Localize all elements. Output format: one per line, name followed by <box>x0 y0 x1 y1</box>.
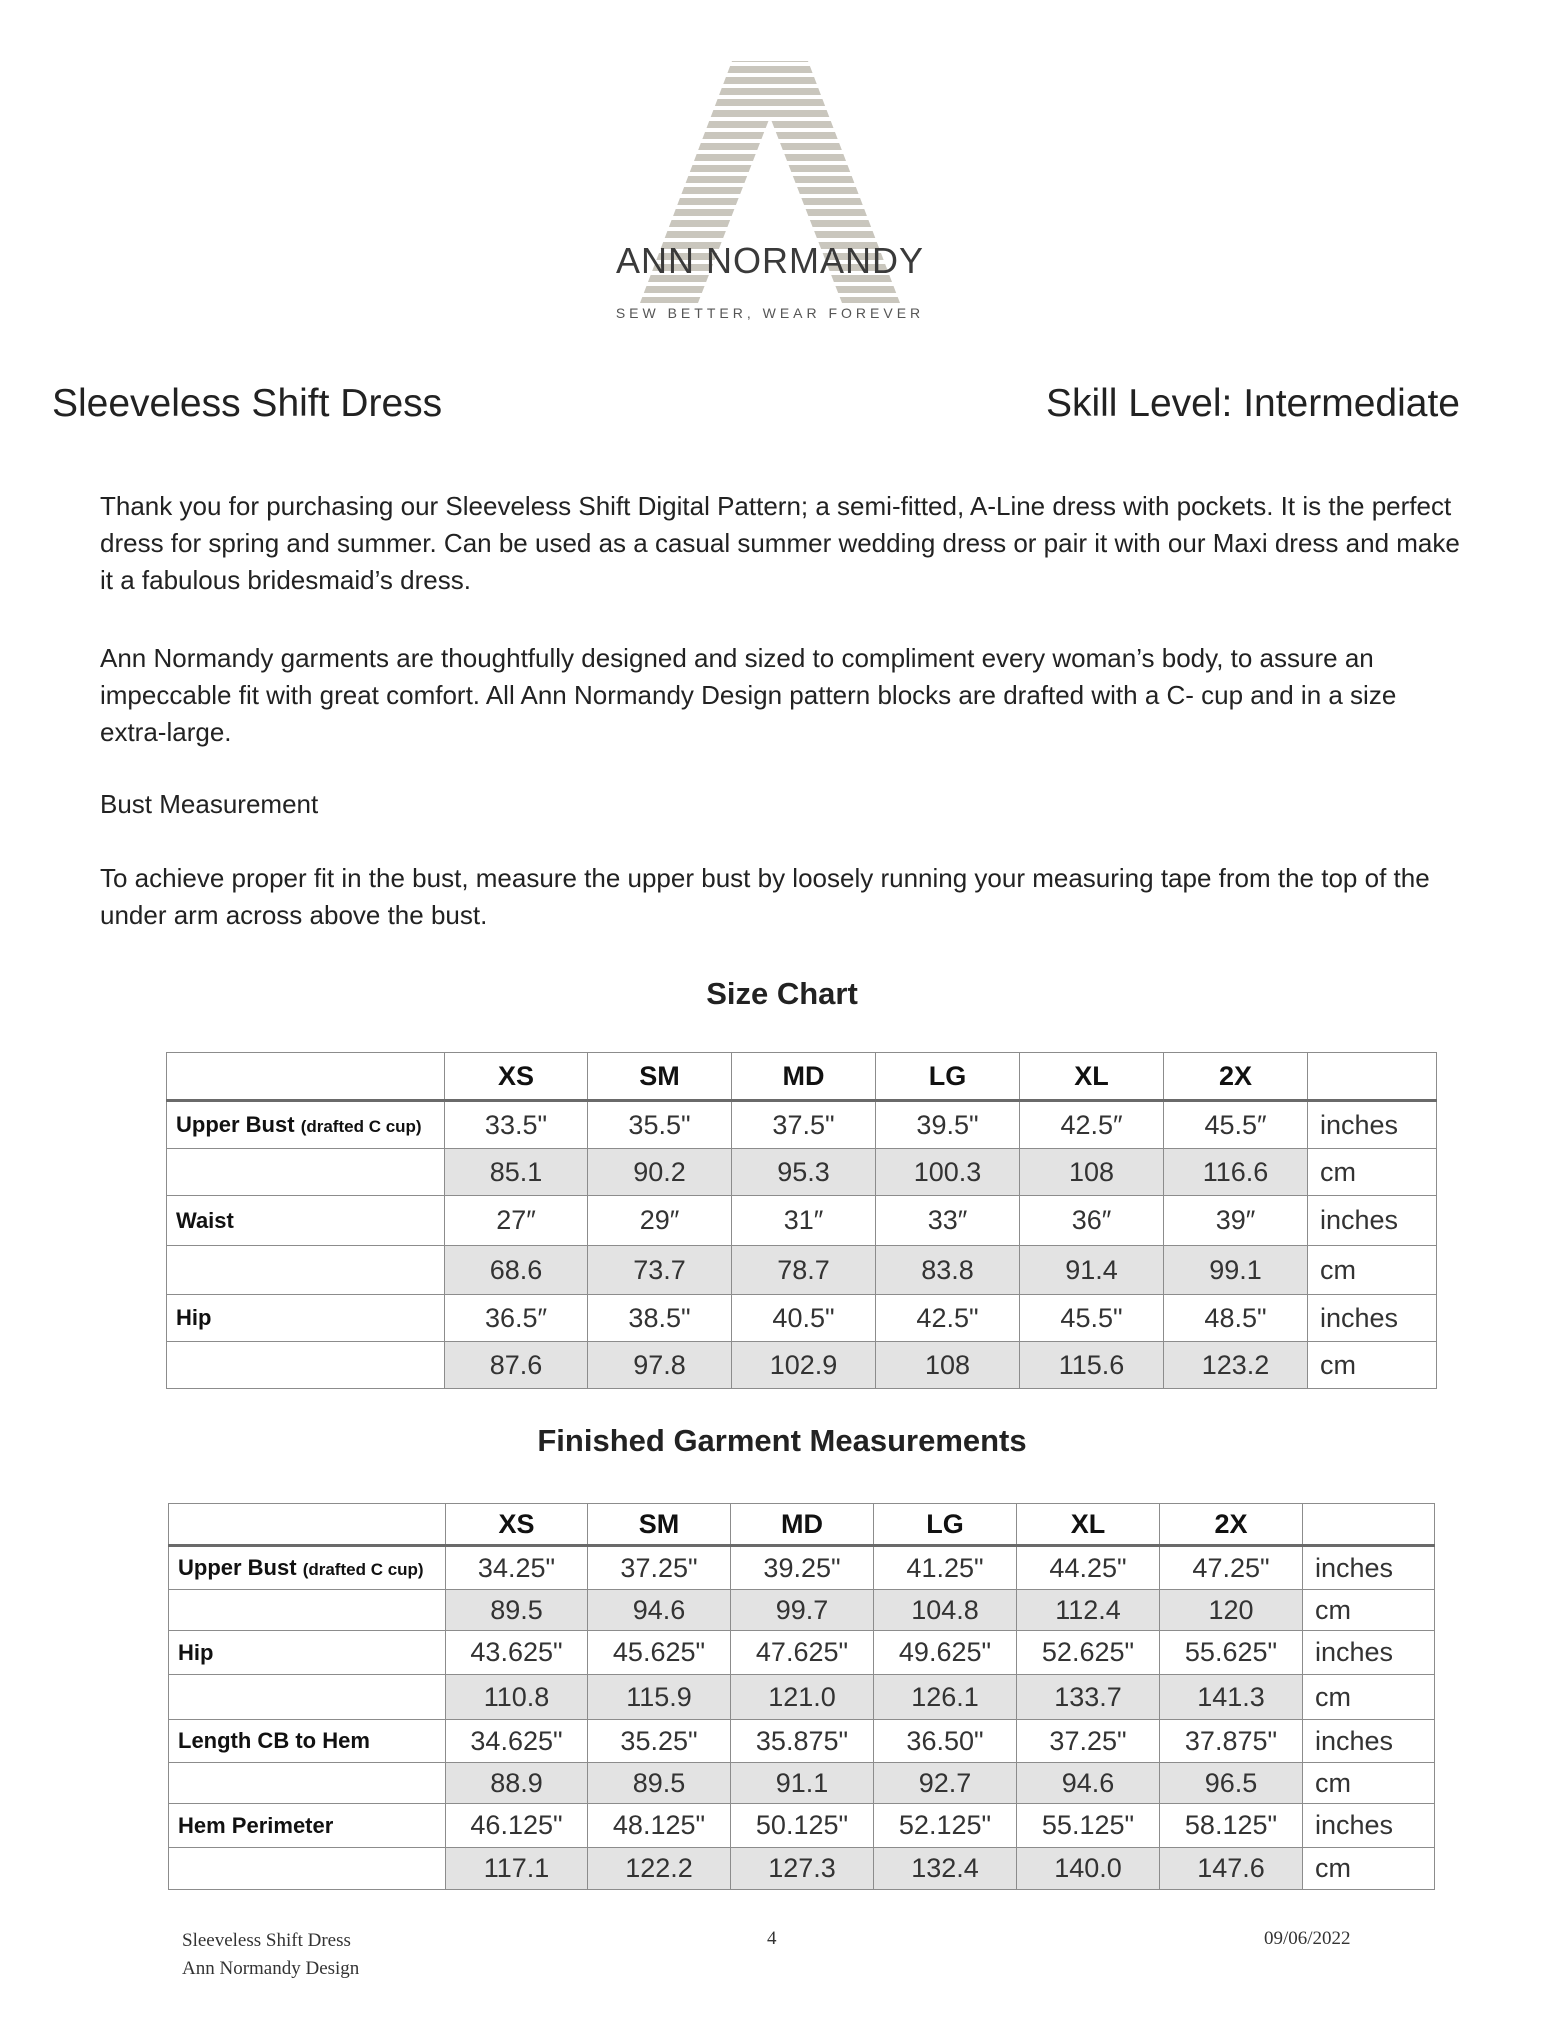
finished-chart-header-blank <box>169 1504 446 1546</box>
finished-chart-value-cell: 47.625" <box>731 1631 874 1675</box>
finished-chart-value-cell: 92.7 <box>874 1763 1017 1804</box>
finished-chart-row-label <box>169 1675 446 1720</box>
size-chart-size-header: XS <box>445 1053 588 1101</box>
finished-chart-value-cell: 37.25" <box>588 1546 731 1590</box>
finished-chart-value-cell: 126.1 <box>874 1675 1017 1720</box>
size-chart-row <box>167 1295 1437 1342</box>
size-chart-value-cell: 87.6 <box>445 1342 588 1389</box>
measurement-name: Upper Bust <box>176 1112 295 1137</box>
size-chart-table <box>166 1052 1437 1389</box>
finished-chart-value-cell: 88.9 <box>446 1763 588 1804</box>
size-chart-value-cell: 97.8 <box>588 1342 732 1389</box>
measurement-name: Upper Bust <box>178 1555 297 1580</box>
size-chart-unit-cell: inches <box>1308 1101 1437 1149</box>
finished-chart-value-cell: 122.2 <box>588 1848 731 1890</box>
brand-logo <box>600 55 940 335</box>
finished-chart-value-cell: 115.9 <box>588 1675 731 1720</box>
finished-chart-value-cell: 52.125" <box>874 1804 1017 1848</box>
size-chart-value-cell: 68.6 <box>445 1246 588 1295</box>
footer-date: 09/06/2022 <box>1264 1928 1351 1949</box>
skill-level: Skill Level: Intermediate <box>1045 382 1460 425</box>
intro-paragraph: Thank you for purchasing our Sleeveless Shift Digital Pattern; a semi-fitted, A-Line dress with pockets. It is the perfect dress for spring and summer. Can be used as a casual summer wedding dress or pair it with our Maxi dress and make it a fabulous bridesmaid’s dress. <box>100 491 1460 595</box>
finished-chart-unit-cell: cm <box>1303 1848 1435 1890</box>
size-chart-header-blank <box>167 1053 445 1101</box>
finished-chart-unit-cell: cm <box>1303 1590 1435 1631</box>
finished-chart-unit-cell: cm <box>1303 1675 1435 1720</box>
finished-chart-row-label <box>169 1720 446 1763</box>
finished-chart-size-header: 2X <box>1160 1504 1303 1546</box>
size-chart-unit-cell: cm <box>1308 1342 1437 1389</box>
finished-chart-value-cell: 117.1 <box>446 1848 588 1890</box>
size-chart-size-header: 2X <box>1164 1053 1308 1101</box>
fit-paragraph: Ann Normandy garments are thoughtfully designed and sized to compliment every woman’s body, to assure an impeccable fit with great comfort. All Ann Normandy Design pattern blocks are drafted with a C- cup and in a size extra-large. <box>100 643 1397 747</box>
size-chart-value-cell: 95.3 <box>732 1149 876 1196</box>
finished-chart-size-header: SM <box>588 1504 731 1546</box>
size-chart-value-cell: 42.5″ <box>1020 1101 1164 1149</box>
size-chart-value-cell: 115.6 <box>1020 1342 1164 1389</box>
size-chart-row <box>167 1196 1437 1246</box>
measurement-name: Waist <box>176 1207 234 1233</box>
size-chart-value-cell: 83.8 <box>876 1246 1020 1295</box>
size-chart-value-cell: 108 <box>876 1342 1020 1389</box>
finished-chart-size-header: XL <box>1017 1504 1160 1546</box>
measurement-note: (drafted C cup) <box>300 1117 422 1136</box>
finished-chart-value-cell: 44.25" <box>1017 1546 1160 1590</box>
finished-chart-value-cell: 52.625" <box>1017 1631 1160 1675</box>
finished-chart-row-label <box>169 1763 446 1804</box>
finished-chart-value-cell: 147.6 <box>1160 1848 1303 1890</box>
size-chart-value-cell: 39.5" <box>876 1101 1020 1149</box>
size-chart-value-cell: 36″ <box>1020 1196 1164 1246</box>
finished-chart-title: Finished Garment Measurements <box>537 1423 1027 1458</box>
size-chart-value-cell: 36.5″ <box>445 1295 588 1342</box>
finished-chart-row <box>169 1675 1435 1720</box>
logo-tagline: SEW BETTER, WEAR FOREVER <box>615 305 925 321</box>
document-title: Sleeveless Shift Dress <box>52 382 443 425</box>
size-chart-title: Size Chart <box>706 976 858 1011</box>
size-chart-value-cell: 38.5" <box>588 1295 732 1342</box>
size-chart-row-label <box>167 1149 445 1196</box>
size-chart-value-cell: 91.4 <box>1020 1246 1164 1295</box>
finished-chart-row <box>169 1848 1435 1890</box>
finished-chart-unit-cell: inches <box>1303 1804 1435 1848</box>
size-chart-value-cell: 42.5" <box>876 1295 1020 1342</box>
size-chart-value-cell: 45.5" <box>1020 1295 1164 1342</box>
size-chart-value-cell: 99.1 <box>1164 1246 1308 1295</box>
size-chart-row-label <box>167 1246 445 1295</box>
size-chart-value-cell: 35.5" <box>588 1101 732 1149</box>
size-chart-value-cell: 39″ <box>1164 1196 1308 1246</box>
finished-chart-value-cell: 89.5 <box>446 1590 588 1631</box>
finished-chart-value-cell: 46.125" <box>446 1804 588 1848</box>
finished-chart-value-cell: 37.875" <box>1160 1720 1303 1763</box>
size-chart-value-cell: 90.2 <box>588 1149 732 1196</box>
finished-chart-value-cell: 112.4 <box>1017 1590 1160 1631</box>
finished-measurements-table <box>168 1503 1435 1890</box>
page-number: 4 <box>767 1928 777 1949</box>
finished-chart-value-cell: 110.8 <box>446 1675 588 1720</box>
size-chart-row-label <box>167 1342 445 1389</box>
size-chart-row <box>167 1101 1437 1149</box>
size-chart-value-cell: 37.5" <box>732 1101 876 1149</box>
logo-name: ANN NORMANDY <box>615 240 924 281</box>
footer-company: Ann Normandy Design <box>182 1958 360 1979</box>
size-chart-row <box>167 1246 1437 1295</box>
finished-chart-size-header: XS <box>446 1504 588 1546</box>
finished-chart-value-cell: 120 <box>1160 1590 1303 1631</box>
measurement-name: Hip <box>176 1305 212 1330</box>
size-chart-value-cell: 48.5" <box>1164 1295 1308 1342</box>
finished-chart-value-cell: 39.25" <box>731 1546 874 1590</box>
finished-chart-unit-cell: inches <box>1303 1631 1435 1675</box>
finished-chart-value-cell: 94.6 <box>588 1590 731 1631</box>
finished-chart-value-cell: 140.0 <box>1017 1848 1160 1890</box>
finished-chart-value-cell: 50.125" <box>731 1804 874 1848</box>
finished-chart-value-cell: 55.125" <box>1017 1804 1160 1848</box>
finished-chart-unit-cell: inches <box>1303 1720 1435 1763</box>
size-chart-value-cell: 108 <box>1020 1149 1164 1196</box>
measurement-name: Hip <box>178 1639 214 1665</box>
size-chart-value-cell: 40.5" <box>732 1295 876 1342</box>
size-chart-value-cell: 100.3 <box>876 1149 1020 1196</box>
finished-chart-value-cell: 132.4 <box>874 1848 1017 1890</box>
finished-chart-row <box>169 1546 1435 1590</box>
finished-chart-value-cell: 49.625" <box>874 1631 1017 1675</box>
finished-chart-row-label <box>169 1804 446 1848</box>
size-chart-row-label <box>167 1295 445 1342</box>
finished-chart-value-cell: 127.3 <box>731 1848 874 1890</box>
finished-chart-header-row <box>169 1504 1435 1546</box>
finished-chart-row-label <box>169 1848 446 1890</box>
size-chart-value-cell: 78.7 <box>732 1246 876 1295</box>
finished-chart-size-header: LG <box>874 1504 1017 1546</box>
finished-chart-value-cell: 94.6 <box>1017 1763 1160 1804</box>
finished-chart-header-unit-blank <box>1303 1504 1435 1546</box>
size-chart-value-cell: 116.6 <box>1164 1149 1308 1196</box>
size-chart-unit-cell: cm <box>1308 1149 1437 1196</box>
size-chart-size-header: MD <box>732 1053 876 1101</box>
size-chart-size-header: LG <box>876 1053 1020 1101</box>
finished-chart-value-cell: 41.25" <box>874 1546 1017 1590</box>
size-chart-unit-cell: inches <box>1308 1196 1437 1246</box>
finished-chart-unit-cell: cm <box>1303 1763 1435 1804</box>
size-chart-row-label <box>167 1196 445 1246</box>
finished-chart-value-cell: 35.25" <box>588 1720 731 1763</box>
finished-chart-value-cell: 96.5 <box>1160 1763 1303 1804</box>
size-chart-value-cell: 27″ <box>445 1196 588 1246</box>
finished-chart-value-cell: 36.50" <box>874 1720 1017 1763</box>
measurement-name: Length CB to Hem <box>178 1728 370 1753</box>
size-chart-value-cell: 123.2 <box>1164 1342 1308 1389</box>
finished-chart-value-cell: 34.25" <box>446 1546 588 1590</box>
size-chart-value-cell: 31″ <box>732 1196 876 1246</box>
finished-chart-unit-cell: inches <box>1303 1546 1435 1590</box>
finished-chart-row <box>169 1720 1435 1763</box>
finished-chart-value-cell: 45.625" <box>588 1631 731 1675</box>
finished-chart-row-label <box>169 1590 446 1631</box>
finished-chart-value-cell: 47.25" <box>1160 1546 1303 1590</box>
finished-chart-value-cell: 48.125" <box>588 1804 731 1848</box>
finished-chart-value-cell: 99.7 <box>731 1590 874 1631</box>
bust-paragraph: To achieve proper fit in the bust, measure the upper bust by loosely running your measuring tape from the top of the under arm across above the bust. <box>100 863 1430 930</box>
size-chart-size-header: XL <box>1020 1053 1164 1101</box>
finished-chart-value-cell: 34.625" <box>446 1720 588 1763</box>
size-chart-value-cell: 29″ <box>588 1196 732 1246</box>
finished-chart-value-cell: 58.125" <box>1160 1804 1303 1848</box>
measurement-note: (drafted C cup) <box>302 1560 424 1579</box>
size-chart-unit-cell: inches <box>1308 1295 1437 1342</box>
size-chart-header-row <box>167 1053 1437 1101</box>
size-chart-value-cell: 102.9 <box>732 1342 876 1389</box>
finished-chart-value-cell: 91.1 <box>731 1763 874 1804</box>
finished-chart-value-cell: 43.625" <box>446 1631 588 1675</box>
footer-title: Sleeveless Shift Dress <box>182 1930 351 1951</box>
size-chart-unit-cell: cm <box>1308 1246 1437 1295</box>
size-chart-header-unit-blank <box>1308 1053 1437 1101</box>
size-chart-row <box>167 1342 1437 1389</box>
bust-heading: Bust Measurement <box>100 789 319 819</box>
finished-chart-value-cell: 104.8 <box>874 1590 1017 1631</box>
finished-chart-size-header: MD <box>731 1504 874 1546</box>
finished-chart-row <box>169 1763 1435 1804</box>
size-chart-value-cell: 33.5" <box>445 1101 588 1149</box>
finished-chart-value-cell: 35.875" <box>731 1720 874 1763</box>
size-chart-value-cell: 85.1 <box>445 1149 588 1196</box>
finished-chart-value-cell: 133.7 <box>1017 1675 1160 1720</box>
finished-chart-row-label <box>169 1546 446 1590</box>
measurement-name: Hem Perimeter <box>178 1812 334 1838</box>
finished-chart-value-cell: 141.3 <box>1160 1675 1303 1720</box>
finished-chart-value-cell: 37.25" <box>1017 1720 1160 1763</box>
size-chart-row <box>167 1149 1437 1196</box>
size-chart-value-cell: 33″ <box>876 1196 1020 1246</box>
finished-chart-row-label <box>169 1631 446 1675</box>
size-chart-size-header: SM <box>588 1053 732 1101</box>
finished-chart-row <box>169 1804 1435 1848</box>
size-chart-row-label <box>167 1101 445 1149</box>
logo-a-mark-icon <box>600 55 940 335</box>
finished-chart-value-cell: 121.0 <box>731 1675 874 1720</box>
size-chart-value-cell: 73.7 <box>588 1246 732 1295</box>
finished-chart-row <box>169 1590 1435 1631</box>
size-chart-value-cell: 45.5″ <box>1164 1101 1308 1149</box>
finished-chart-value-cell: 89.5 <box>588 1763 731 1804</box>
finished-chart-value-cell: 55.625" <box>1160 1631 1303 1675</box>
finished-chart-row <box>169 1631 1435 1675</box>
